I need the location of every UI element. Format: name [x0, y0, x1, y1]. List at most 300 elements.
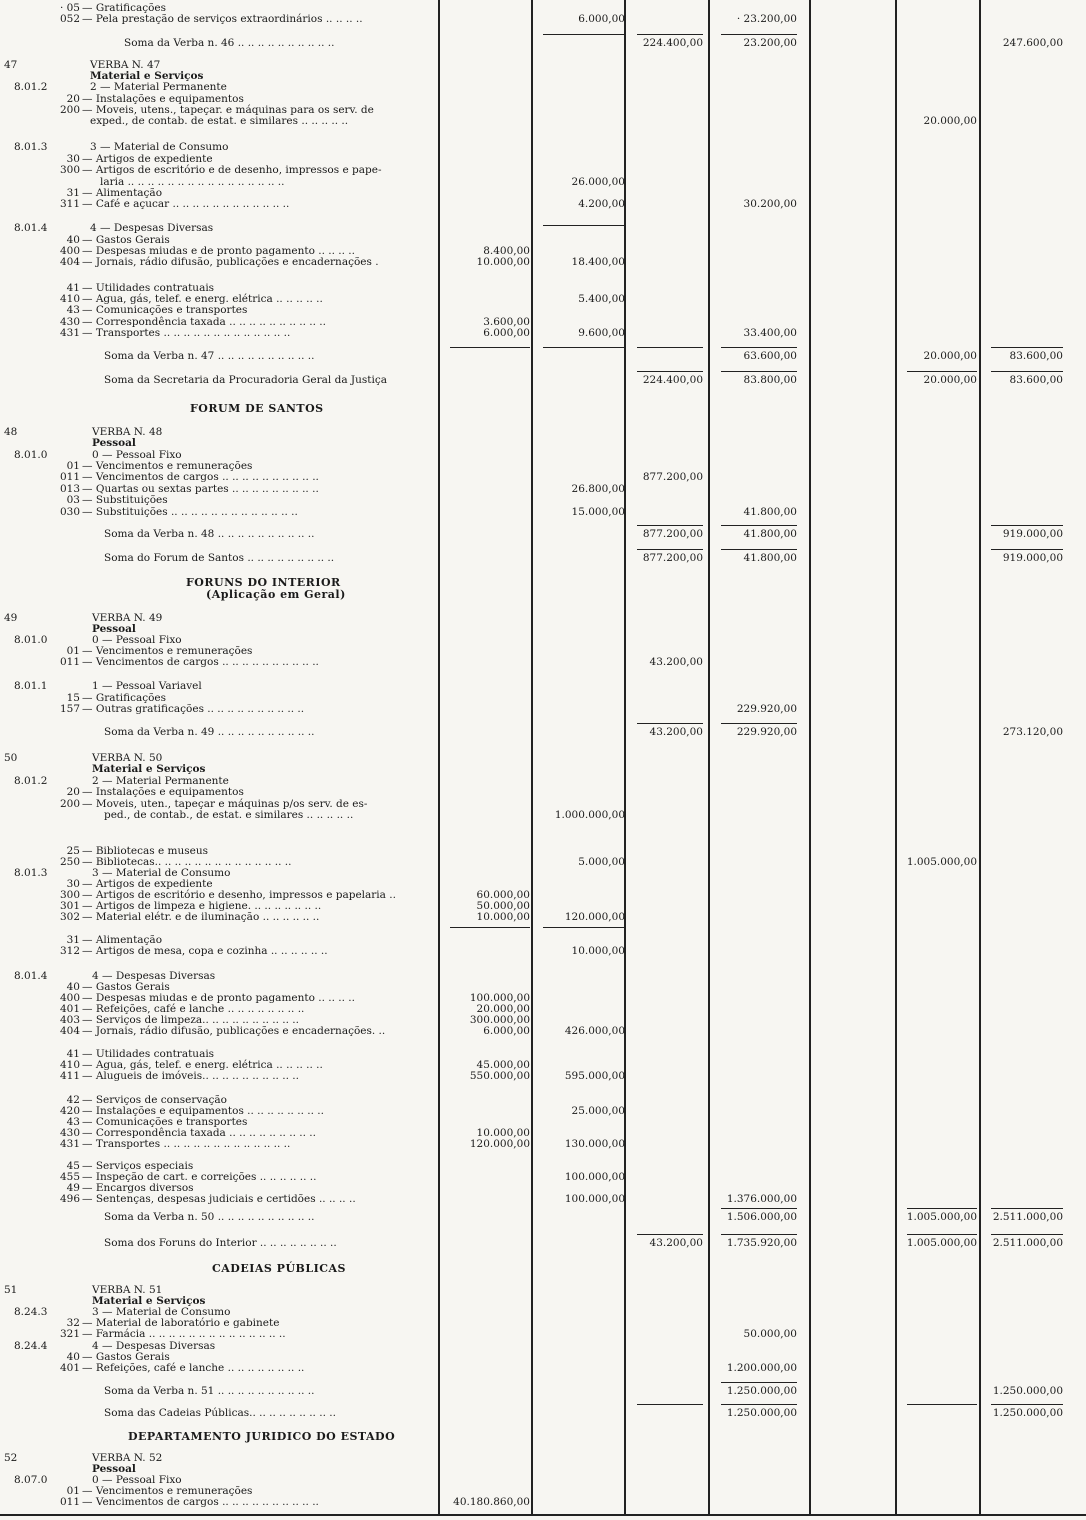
item-code: 312: [59, 945, 80, 957]
item-code: 300: [59, 889, 80, 901]
amount-c2: 25.000,00: [571, 1105, 625, 1117]
amount-c2: 426.000,00: [564, 1025, 625, 1037]
ledger-row: [0, 1362, 1086, 1374]
item-code: · 05: [59, 2, 80, 14]
item-description: — Serviços de conservação: [82, 1094, 227, 1106]
ledger-row: [0, 37, 1086, 49]
item-description: 0 — Pessoal Fixo: [92, 1474, 182, 1486]
item-description: Soma da Verba n. 50 .. .. .. .. .. .. .. .. .. ..: [104, 1211, 315, 1223]
sum-underline: [991, 1234, 1063, 1235]
item-description: — Outras gratificações .. .. .. .. .. .. .. .. .. ..: [82, 703, 305, 715]
program-code: 8.01.0: [14, 449, 48, 461]
item-description: — Alugueis de imóveis.. .. .. .. .. .. .. .. .. ..: [82, 1070, 299, 1082]
amount-c2: 5.000,00: [578, 856, 625, 868]
item-code: 052: [59, 13, 80, 25]
amount-c4: · 23.200,00: [736, 13, 797, 25]
item-code: 01: [66, 645, 80, 657]
item-code: 011: [59, 471, 80, 483]
ledger-row: [0, 374, 1086, 386]
amount-c2: 4.200,00: [578, 198, 625, 210]
item-description: — Artigos de expediente: [82, 878, 213, 890]
item-description: — Serviços especiais: [82, 1160, 194, 1172]
item-description: — Gastos Gerais: [82, 981, 170, 993]
amount-c1: 8.400,00: [483, 245, 530, 257]
item-description: Soma da Verba n. 49 .. .. .. .. .. .. .. .. .. ..: [104, 726, 315, 738]
ledger-row: [0, 506, 1086, 518]
amount-c6: 83.600,00: [1009, 350, 1063, 362]
item-description: VERBA N. 47: [90, 59, 161, 71]
program-code: 8.07.0: [14, 1474, 48, 1486]
amount-c2: 1.000.000,00: [554, 809, 625, 821]
ledger-row: [0, 945, 1086, 957]
sum-underline: [721, 549, 797, 550]
amount-c4: 41.800,00: [743, 506, 797, 518]
item-code: 20: [66, 93, 80, 105]
amount-c2: 595.000,00: [564, 1070, 625, 1082]
amount-c5: 20.000,00: [923, 115, 977, 127]
item-code: 455: [59, 1171, 80, 1183]
item-code: 404: [59, 256, 80, 268]
amount-c4: 41.800,00: [743, 552, 797, 564]
program-code: 8.01.3: [14, 141, 48, 153]
item-description: laria .. .. .. .. .. .. .. .. .. .. .. .. .. .. .. ..: [100, 176, 285, 188]
item-description: — Vencimentos e remunerações: [82, 1485, 253, 1497]
sum-underline: [637, 549, 703, 550]
item-description: — Substituições: [82, 494, 168, 506]
item-description: — Café e açucar .. .. .. .. .. .. .. .. .. .. .. ..: [82, 198, 290, 210]
item-description: Soma da Secretaria da Procuradoria Geral da Justiça: [104, 374, 388, 386]
ledger-row: [0, 141, 1086, 153]
ledger-row: [0, 911, 1086, 923]
amount-c4: 1.250.000,00: [726, 1407, 797, 1419]
item-description: — Transportes .. .. .. .. .. .. .. .. .. .. .. .. ..: [82, 327, 291, 339]
item-description: 3 — Material de Consumo: [92, 1306, 231, 1318]
item-description: Material e Serviços: [92, 1295, 206, 1307]
sum-underline: [991, 347, 1063, 348]
item-code: 410: [59, 1059, 80, 1071]
sum-underline: [637, 1404, 703, 1405]
item-code: 430: [59, 1127, 80, 1139]
amount-c5: 20.000,00: [923, 350, 977, 362]
verba-number: 48: [4, 426, 18, 438]
sum-underline: [543, 927, 625, 928]
sum-underline: [543, 347, 625, 348]
ledger-row: [0, 327, 1086, 339]
item-description: — Bibliotecas e museus: [82, 845, 208, 857]
item-description: — Artigos de escritório e desenho, impressos e papelaria ..: [82, 889, 396, 901]
item-description: — Alimentação: [82, 187, 163, 199]
ledger-row: [0, 656, 1086, 668]
amount-c2: 18.400,00: [571, 256, 625, 268]
ledger-row: [0, 763, 1086, 775]
sum-underline: [907, 1404, 977, 1405]
item-code: 311: [59, 198, 80, 210]
item-description: — Material elétr. e de iluminação .. .. .. .. .. ..: [82, 911, 320, 923]
ledger-row: [0, 726, 1086, 738]
item-description: VERBA N. 48: [92, 426, 163, 438]
item-code: 25: [66, 845, 80, 857]
item-code: 200: [59, 798, 80, 810]
item-code: 40: [66, 1351, 80, 1363]
section-heading: CADEIAS PÚBLICAS: [212, 1262, 346, 1275]
item-description: — Correspondência taxada .. .. .. .. .. .. .. .. ..: [82, 1127, 316, 1139]
amount-c6: 919.000,00: [1002, 552, 1063, 564]
sum-underline: [721, 34, 797, 35]
item-description: Soma do Forum de Santos .. .. .. .. .. .. .. .. ..: [104, 552, 335, 564]
item-code: 401: [59, 1003, 80, 1015]
item-code: 45: [66, 1160, 80, 1172]
amount-c1: 100.000,00: [469, 992, 530, 1004]
amount-c1: 20.000,00: [476, 1003, 530, 1015]
ledger-row: [0, 304, 1086, 316]
item-code: 41: [66, 282, 80, 294]
item-description: 3 — Material de Consumo: [90, 141, 229, 153]
amount-c1: 6.000,00: [483, 1025, 530, 1037]
ledger-row: [0, 256, 1086, 268]
item-description: — Vencimentos e remunerações: [82, 645, 253, 657]
item-description: — Material de laboratório e gabinete: [82, 1317, 280, 1329]
item-code: 30: [66, 878, 80, 890]
amount-c4: 1.506.000,00: [726, 1211, 797, 1223]
ledger-row: [0, 703, 1086, 715]
item-code: 030: [59, 506, 80, 518]
item-code: 49: [66, 1182, 80, 1194]
sum-underline: [907, 371, 977, 372]
amount-c1: 60.000,00: [476, 889, 530, 901]
amount-c5: 1.005.000,00: [906, 1211, 977, 1223]
item-code: 400: [59, 992, 80, 1004]
sum-underline: [721, 1234, 797, 1235]
amount-c4: 1.735.920,00: [726, 1237, 797, 1249]
amount-c1: 3.600,00: [483, 316, 530, 328]
item-description: — Gratificações: [82, 692, 167, 704]
item-description: 4 — Despesas Diversas: [92, 1340, 216, 1352]
item-code: 31: [66, 934, 80, 946]
amount-c2: 15.000,00: [571, 506, 625, 518]
item-description: — Artigos de limpeza e higiene. .. .. .. .. .. .. ..: [82, 900, 322, 912]
amount-c4: 30.200,00: [743, 198, 797, 210]
amount-c2: 26.000,00: [571, 176, 625, 188]
item-description: — Jornais, rádio difusão, publicações e encadernações .: [82, 256, 379, 268]
amount-c2: 6.000,00: [578, 13, 625, 25]
amount-c3: 43.200,00: [649, 656, 703, 668]
sum-underline: [991, 1208, 1063, 1209]
sum-underline: [450, 347, 530, 348]
item-description: Soma da Verba n. 48 .. .. .. .. .. .. .. .. .. ..: [104, 528, 315, 540]
item-description: — Vencimentos de cargos .. .. .. .. .. .. .. .. .. ..: [82, 656, 319, 668]
item-code: 43: [66, 1116, 80, 1128]
item-code: 420: [59, 1105, 80, 1117]
ledger-row: [0, 1025, 1086, 1037]
item-description: — Artigos de mesa, copa e cozinha .. .. .. .. .. ..: [82, 945, 328, 957]
item-code: 01: [66, 1485, 80, 1497]
sum-underline: [907, 1234, 977, 1235]
amount-c3: 43.200,00: [649, 1237, 703, 1249]
ledger-row: [0, 1328, 1086, 1340]
item-description: — Serviços de limpeza.. .. .. .. .. .. .. .. .. ..: [82, 1014, 299, 1026]
item-code: 011: [59, 656, 80, 668]
sum-underline: [721, 723, 797, 724]
sum-underline: [721, 525, 797, 526]
section-heading: DEPARTAMENTO JURIDICO DO ESTADO: [128, 1430, 396, 1443]
section-heading: FORUM DE SANTOS: [190, 402, 324, 415]
ledger-row: [0, 786, 1086, 798]
amount-c6: 273.120,00: [1002, 726, 1063, 738]
item-description: Soma da Verba n. 51 .. .. .. .. .. .. .. .. .. ..: [104, 1385, 315, 1397]
item-description: Material e Serviços: [90, 70, 204, 82]
item-description: — Moveis, utens., tapeçar. e máquinas para os serv. de: [82, 104, 374, 116]
amount-c3: 877.200,00: [642, 471, 703, 483]
item-code: 250: [59, 856, 80, 868]
item-description: ped., de contab., de estat. e similares .. .. .. .. ..: [104, 809, 354, 821]
item-code: 43: [66, 304, 80, 316]
item-description: — Utilidades contratuais: [82, 1048, 215, 1060]
program-code: 8.01.2: [14, 775, 48, 787]
item-code: 301: [59, 900, 80, 912]
item-description: VERBA N. 52: [92, 1452, 163, 1464]
sum-underline: [637, 371, 703, 372]
ledger-row: [0, 1193, 1086, 1205]
item-code: 013: [59, 483, 80, 495]
sum-underline: [637, 525, 703, 526]
item-description: — Gastos Gerais: [82, 234, 170, 246]
amount-c3: 877.200,00: [642, 528, 703, 540]
ledger-row: [0, 680, 1086, 692]
sum-underline: [543, 34, 625, 35]
item-code: 300: [59, 164, 80, 176]
ledger-row: [0, 13, 1086, 25]
ledger-row: [0, 809, 1086, 821]
sum-underline: [721, 1208, 797, 1209]
amount-c2: 10.000,00: [571, 945, 625, 957]
program-code: 8.01.4: [14, 970, 48, 982]
item-description: — Moveis, uten., tapeçar e máquinas p/os serv. de es-: [82, 798, 368, 810]
item-description: — Despesas miudas e de pronto pagamento .. .. .. ..: [82, 245, 355, 257]
ledger-row: [0, 1496, 1086, 1508]
item-code: 15: [66, 692, 80, 704]
program-code: 8.01.2: [14, 81, 48, 93]
amount-c2: 100.000,00: [564, 1193, 625, 1205]
item-description: VERBA N. 50: [92, 752, 163, 764]
item-description: — Quartas ou sextas partes .. .. .. .. .. .. .. .. ..: [82, 483, 319, 495]
amount-c3: 43.200,00: [649, 726, 703, 738]
amount-c1: 10.000,00: [476, 911, 530, 923]
amount-c2: 5.400,00: [578, 293, 625, 305]
item-description: — Encargos diversos: [82, 1182, 194, 1194]
ledger-row: [0, 198, 1086, 210]
item-description: Soma das Cadeias Públicas.. .. .. .. .. .. .. .. ..: [104, 1407, 336, 1419]
item-description: — Agua, gás, telef. e energ. elétrica .. .. .. .. ..: [82, 293, 323, 305]
item-code: 31: [66, 187, 80, 199]
item-description: — Agua, gás, telef. e energ. elétrica .. .. .. .. ..: [82, 1059, 323, 1071]
sum-underline: [637, 1234, 703, 1235]
program-code: 8.24.4: [14, 1340, 48, 1352]
sum-underline: [907, 1208, 977, 1209]
item-code: 401: [59, 1362, 80, 1374]
item-description: Pessoal: [92, 623, 136, 635]
item-description: — Farmácia .. .. .. .. .. .. .. .. .. .. .. .. .. ..: [82, 1328, 286, 1340]
amount-c2: 120.000,00: [564, 911, 625, 923]
verba-number: 50: [4, 752, 18, 764]
amount-c4: 1.376.000,00: [726, 1193, 797, 1205]
item-description: Pessoal: [92, 1463, 136, 1475]
amount-c1: 50.000,00: [476, 900, 530, 912]
amount-c2: 100.000,00: [564, 1171, 625, 1183]
item-description: — Artigos de escritório e de desenho, impressos e pape-: [82, 164, 382, 176]
ledger-row: [0, 528, 1086, 540]
sum-underline: [991, 525, 1063, 526]
item-description: — Comunicações e transportes: [82, 1116, 248, 1128]
amount-c5: 1.005.000,00: [906, 856, 977, 868]
amount-c4: 1.200.000,00: [726, 1362, 797, 1374]
amount-c4: 1.250.000,00: [726, 1385, 797, 1397]
ledger-row: [0, 222, 1086, 234]
sum-underline: [637, 347, 703, 348]
item-description: 4 — Despesas Diversas: [90, 222, 214, 234]
item-description: — Pela prestação de serviços extraordinários .. .. .. ..: [82, 13, 363, 25]
item-description: 3 — Material de Consumo: [92, 867, 231, 879]
ledger-row: [0, 1407, 1086, 1419]
amount-c4: 83.800,00: [743, 374, 797, 386]
item-code: 404: [59, 1025, 80, 1037]
item-description: — Inspeção de cart. e correições .. .. .. .. .. ..: [82, 1171, 317, 1183]
amount-c2: 9.600,00: [578, 327, 625, 339]
program-code: 8.24.3: [14, 1306, 48, 1318]
item-code: 496: [59, 1193, 80, 1205]
verba-number: 47: [4, 59, 18, 71]
item-description: 4 — Despesas Diversas: [92, 970, 216, 982]
ledger-row: [0, 1211, 1086, 1223]
program-code: 8.01.4: [14, 222, 48, 234]
item-code: 411: [59, 1070, 80, 1082]
ledger-row: [0, 1237, 1086, 1249]
item-description: — Artigos de expediente: [82, 153, 213, 165]
item-description: Material e Serviços: [92, 763, 206, 775]
amount-c1: 6.000,00: [483, 327, 530, 339]
sum-underline: [637, 723, 703, 724]
item-description: Soma dos Foruns do Interior .. .. .. .. .. .. .. ..: [104, 1237, 337, 1249]
amount-c6: 2.511.000,00: [992, 1211, 1063, 1223]
amount-c2: 26.800,00: [571, 483, 625, 495]
item-code: 321: [59, 1328, 80, 1340]
sum-underline: [721, 1382, 797, 1383]
sum-underline: [721, 347, 797, 348]
item-code: 431: [59, 1138, 80, 1150]
item-code: 42: [66, 1094, 80, 1106]
item-description: — Jornais, rádio difusão, publicações e encadernações. ..: [82, 1025, 386, 1037]
item-description: — Instalações e equipamentos: [82, 93, 244, 105]
item-description: — Instalações e equipamentos .. .. .. .. .. .. .. ..: [82, 1105, 324, 1117]
item-description: — Vencimentos de cargos .. .. .. .. .. .. .. .. .. ..: [82, 471, 319, 483]
ledger-row: [0, 552, 1086, 564]
item-description: exped., de contab. de estat. e similares .. .. .. .. ..: [90, 115, 349, 127]
item-description: — Vencimentos de cargos .. .. .. .. .. .. .. .. .. ..: [82, 1496, 319, 1508]
verba-number: 51: [4, 1284, 18, 1296]
item-code: 302: [59, 911, 80, 923]
amount-c1: 300.000,00: [469, 1014, 530, 1026]
item-description: 1 — Pessoal Variavel: [92, 680, 202, 692]
program-code: 8.01.1: [14, 680, 48, 692]
sum-underline: [991, 371, 1063, 372]
item-code: 40: [66, 981, 80, 993]
amount-c4: 229.920,00: [736, 726, 797, 738]
item-description: Pessoal: [92, 437, 136, 449]
item-code: 20: [66, 786, 80, 798]
amount-c6: 2.511.000,00: [992, 1237, 1063, 1249]
item-code: 410: [59, 293, 80, 305]
item-description: — Instalações e equipamentos: [82, 786, 244, 798]
item-description: VERBA N. 51: [92, 1284, 163, 1296]
item-description: 0 — Pessoal Fixo: [92, 634, 182, 646]
ledger-row: [0, 115, 1086, 127]
sum-underline: [543, 225, 625, 226]
item-description: — Substituições .. .. .. .. .. .. .. .. .. .. .. .. ..: [82, 506, 298, 518]
item-description: — Vencimentos e remunerações: [82, 460, 253, 472]
item-description: — Utilidades contratuais: [82, 282, 215, 294]
verba-number: 52: [4, 1452, 18, 1464]
ledger-row: [0, 471, 1086, 483]
ledger-row: [0, 1138, 1086, 1150]
item-code: 011: [59, 1496, 80, 1508]
sum-underline: [991, 1404, 1063, 1405]
amount-c3: 877.200,00: [642, 552, 703, 564]
item-code: 403: [59, 1014, 80, 1026]
ledger-row: [0, 494, 1086, 506]
amount-c5: 1.005.000,00: [906, 1237, 977, 1249]
item-description: — Refeições, café e lanche .. .. .. .. .. .. .. ..: [82, 1003, 305, 1015]
item-description: — Transportes .. .. .. .. .. .. .. .. .. .. .. .. ..: [82, 1138, 291, 1150]
sum-underline: [721, 1404, 797, 1405]
bottom-rule: [0, 1514, 1086, 1516]
amount-c6: 83.600,00: [1009, 374, 1063, 386]
amount-c4: 33.400,00: [743, 327, 797, 339]
amount-c6: 247.600,00: [1002, 37, 1063, 49]
item-description: 2 — Material Permanente: [90, 81, 227, 93]
verba-number: 49: [4, 612, 18, 624]
program-code: 8.01.3: [14, 867, 48, 879]
amount-c4: 50.000,00: [743, 1328, 797, 1340]
amount-c6: 1.250.000,00: [992, 1407, 1063, 1419]
ledger-row: [0, 1070, 1086, 1082]
ledger-row: [0, 81, 1086, 93]
amount-c4: 229.920,00: [736, 703, 797, 715]
program-code: 8.01.0: [14, 634, 48, 646]
sum-underline: [637, 34, 703, 35]
ledger-row: [0, 437, 1086, 449]
item-code: 30: [66, 153, 80, 165]
item-description: — Refeições, café e lanche .. .. .. .. .. .. .. ..: [82, 1362, 305, 1374]
item-code: 157: [59, 703, 80, 715]
sum-underline: [991, 549, 1063, 550]
item-description: 0 — Pessoal Fixo: [92, 449, 182, 461]
item-description: VERBA N. 49: [92, 612, 163, 624]
item-code: 32: [66, 1317, 80, 1329]
item-code: 400: [59, 245, 80, 257]
amount-c1: 10.000,00: [476, 1127, 530, 1139]
item-description: Soma da Verba n. 46 .. .. .. .. .. .. .. .. .. ..: [124, 37, 335, 49]
amount-c1: 550.000,00: [469, 1070, 530, 1082]
amount-c6: 919.000,00: [1002, 528, 1063, 540]
ledger-row: [0, 1385, 1086, 1397]
amount-c1: 120.000,00: [469, 1138, 530, 1150]
item-code: 03: [66, 494, 80, 506]
amount-c2: 130.000,00: [564, 1138, 625, 1150]
item-description: — Comunicações e transportes: [82, 304, 248, 316]
item-description: — Sentenças, despesas judiciais e certidões .. .. .. ..: [82, 1193, 356, 1205]
sum-underline: [721, 371, 797, 372]
item-description: — Gastos Gerais: [82, 1351, 170, 1363]
amount-c6: 1.250.000,00: [992, 1385, 1063, 1397]
